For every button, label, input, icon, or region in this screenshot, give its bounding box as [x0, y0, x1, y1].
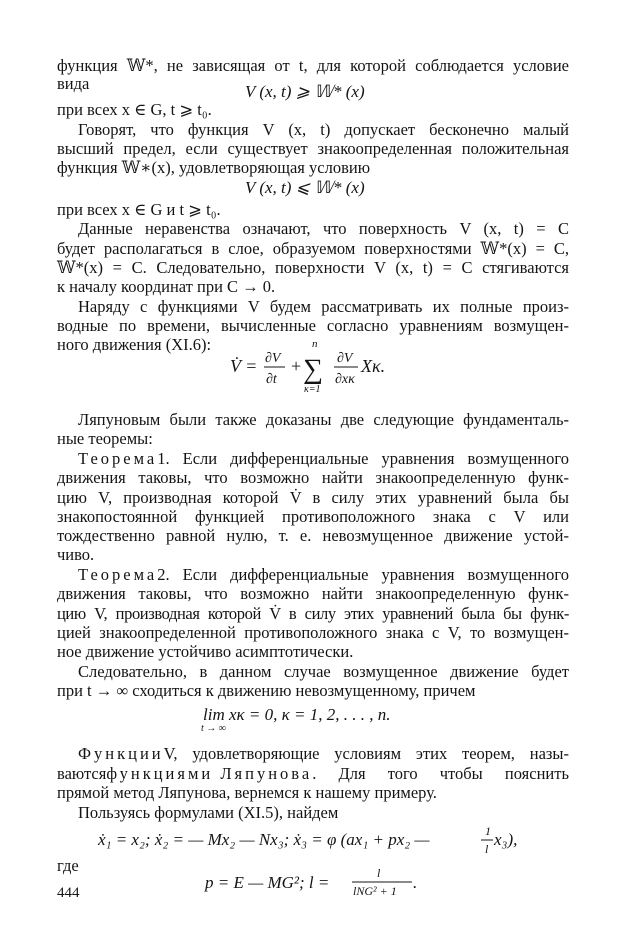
- text-line: функция 𝕎∗(x), удовлетворяющая условию: [57, 158, 371, 177]
- formula-tail: Xκ.: [361, 356, 386, 376]
- formula-inequality-1: V (x, t) ⩾ 𝕎* (x): [245, 82, 365, 101]
- frac-denominator: lNG² + 1: [353, 884, 397, 898]
- sum-lower-limit: κ=1: [304, 384, 321, 395]
- page-number: 444: [57, 885, 80, 901]
- text-span: 1. Если дифференциальные уравнения возмущенного: [157, 449, 569, 468]
- text-span: V, удовлетворяющие условиям этих теорем, назы-: [163, 744, 569, 763]
- text-line: будет располагаться в слое, образуемом поверхностями 𝕎*(x) = C,: [57, 239, 569, 258]
- frac-denominator: ∂xκ: [335, 372, 355, 387]
- frac-denominator: ∂t: [266, 372, 277, 387]
- formula-definitions-main: p = E — MG²; l =: [205, 873, 330, 892]
- text-line: Пользуясь формулами (XI.5), найдем: [78, 803, 339, 822]
- formula-definitions-end: .: [413, 873, 418, 892]
- text-line: тождественно равной нулю, т. е. невозмущенное движение устой-: [57, 526, 569, 545]
- text-span: 2. Если дифференциальные уравнения возмущенного: [157, 565, 569, 584]
- text-line: ные теоремы:: [57, 429, 153, 448]
- sum-upper-limit: n: [312, 338, 318, 350]
- text-line: при всех x ∈ G, t ⩾ t₀.: [57, 100, 212, 119]
- frac-numerator: ∂V: [337, 351, 353, 366]
- text-line: движения таковы, что возможно найти знакоопределенную функ-: [57, 468, 569, 487]
- text-line: движения таковы, что возможно найти знакоопределенную функ-: [57, 584, 569, 603]
- text-line: при всех x ∈ G и t ⩾ t₀.: [57, 200, 221, 219]
- frac-numerator: 1: [485, 824, 491, 838]
- text-line: 𝕎*(x) = C. Следовательно, поверхности V (x, t) = C стягиваются: [57, 258, 569, 277]
- text-line: водные по времени, вычисленные согласно уравнениям возмущен-: [57, 316, 569, 335]
- text-line: Наряду с функциями V будем рассматривать их полные произ-: [78, 297, 569, 316]
- formula-system-main: ẋ₁ = x₂; ẋ₂ = — Mx₂ — Nx₃; ẋ₃ = φ (ax₁ + px₂ —: [98, 830, 430, 849]
- text-line: цией знакоопределенной противоположного знака с V, то возмущен-: [57, 623, 569, 642]
- text-line: ного движения (XI.6):: [57, 335, 212, 354]
- text-line: цию V, производная которой V̇ в силу этих уравнений была бы: [57, 488, 569, 507]
- text-line: знакопостоянной функцией противоположного знака с V или: [57, 507, 569, 526]
- text-line: при t → ∞ сходиться к движению невозмущенному, причем: [57, 681, 476, 700]
- text-line: где: [57, 856, 79, 875]
- plus-sign: +: [291, 356, 302, 376]
- formula-limit: lim xκ = 0, κ = 1, 2, . . . , n.: [203, 705, 391, 724]
- term-label: функциями Ляпунова: [106, 764, 313, 783]
- theorem-label: Теорема: [78, 565, 158, 584]
- text-line: к началу координат при C → 0.: [57, 277, 276, 296]
- text-line: ное движение устойчиво асимптотически.: [57, 642, 354, 661]
- text-line: Данные неравенства означают, что поверхность V (x, t) = C: [78, 219, 569, 238]
- sum-sign: ∑: [303, 354, 323, 385]
- text-line: цию V, производная которой V̇ в силу этих уравнений была бы функ-: [57, 604, 569, 623]
- text-line: Ляпуновым были также доказаны две следующие фундаменталь-: [78, 410, 569, 429]
- text-span: ваются: [57, 764, 107, 783]
- formula-inequality-2: V (x, t) ⩽ 𝕎* (x): [245, 178, 365, 197]
- text-line: Говорят, что функция V (x, t) допускает бесконечно малый: [78, 120, 569, 139]
- frac-numerator: l: [377, 866, 381, 880]
- text-line: прямой метод Ляпунова, вернемся к нашему примеру.: [57, 783, 437, 802]
- formula-system-end: x₃),: [494, 830, 518, 849]
- frac-denominator: l: [485, 842, 489, 856]
- text-line: чиво.: [57, 545, 95, 564]
- term-label: Функции: [78, 744, 164, 763]
- frac-numerator: ∂V: [265, 351, 281, 366]
- text-line: вида: [57, 74, 90, 93]
- text-line: высший предел, если существует знакоопределенная положительная: [57, 139, 569, 158]
- text-line: Следовательно, в данном случае возмущенное движение будет: [78, 662, 569, 681]
- formula-limit-sub: t → ∞: [201, 723, 226, 734]
- theorem-label: Теорема: [78, 449, 158, 468]
- formula-lhs: V̇ =: [230, 356, 258, 376]
- text-line: функция 𝕎*, не зависящая от t, для которой соблюдается условие: [57, 56, 569, 75]
- text-span: . Для того чтобы пояснить: [312, 764, 569, 783]
